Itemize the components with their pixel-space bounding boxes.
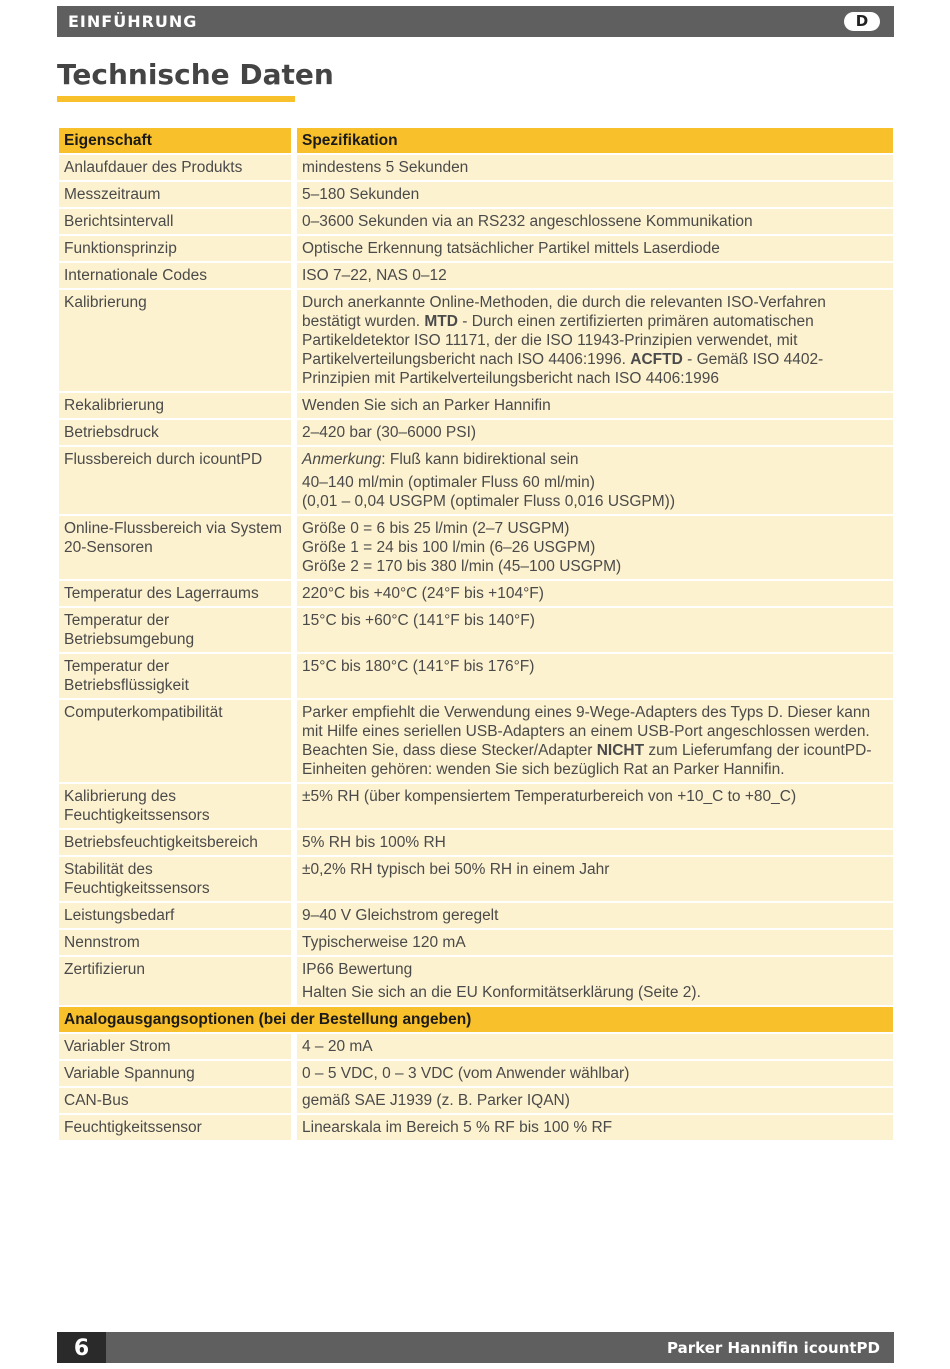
- row-label: Anlaufdauer des Produkts: [59, 155, 297, 180]
- row-label: Zertifizierun: [59, 957, 297, 1005]
- row-value: 220°C bis +40°C (24°F bis +104°F): [297, 581, 893, 606]
- table-row-fluss: [59, 447, 893, 514]
- row-value: 0–3600 Sekunden via an RS232 angeschlossene Kommunikation: [297, 209, 893, 234]
- row-value: ±5% RH (über kompensiertem Temperaturbereich von +10_C to +80_C): [297, 784, 893, 828]
- row-value: 9–40 V Gleichstrom geregelt: [297, 903, 893, 928]
- row-value: mindestens 5 Sekunden: [297, 155, 893, 180]
- table-row: [59, 182, 893, 207]
- row-label: Online-Flussbereich via System 20-Sensoren: [59, 516, 297, 579]
- text-segment: Parker empfiehlt die Verwendung eines 9-Wege-Adapters des Typs D. Dieser kann mit Hilfe eines seriellen USB-Adapters an einem USB-Port angeschlossen werden. Beachten Sie, dass diese Stecker/Adapter: [302, 704, 871, 759]
- row-value: Typischerweise 120 mA: [297, 930, 893, 955]
- value-line: Größe 1 = 24 bis 100 l/min (6–26 USGPM): [302, 539, 596, 556]
- row-label: Betriebsdruck: [59, 420, 297, 445]
- row-label: Computerkompatibilität: [59, 700, 297, 782]
- row-value: [297, 447, 893, 514]
- table-row: [59, 830, 893, 855]
- footer-brand: Parker Hannifin icountPD: [667, 1339, 880, 1357]
- note-line: [302, 451, 579, 468]
- header-bar: [57, 6, 894, 37]
- table-row-online: [59, 516, 893, 579]
- section-header-row: [59, 1007, 893, 1032]
- text-segment: - Durch einen zertifizierten primären automatischen Partikeldetektor ISO 11171, der die ISO 11943-Prinzipien verwendet, mit Partikelverteilungsbericht nach ISO 4406:1996.: [302, 313, 814, 368]
- row-value: 5% RH bis 100% RH: [297, 830, 893, 855]
- row-label: Leistungsbedarf: [59, 903, 297, 928]
- table-row-computer: [59, 700, 893, 782]
- header-specification: Spezifikation: [297, 128, 893, 153]
- row-value: 0 – 5 VDC, 0 – 3 VDC (vom Anwender wählbar): [297, 1061, 893, 1086]
- section-header: Analogausgangsoptionen (bei der Bestellung angeben): [59, 1007, 893, 1032]
- row-value: ISO 7–22, NAS 0–12: [297, 263, 893, 288]
- row-label: Berichtsintervall: [59, 209, 297, 234]
- text-segment: - Gemäß ISO 4402-Prinzipien mit Partikelverteilungsbericht nach ISO 4406:1996: [302, 351, 824, 387]
- table-row: [59, 263, 893, 288]
- table-row: [59, 581, 893, 606]
- table-row: [59, 393, 893, 418]
- row-label: Rekalibrierung: [59, 393, 297, 418]
- row-value: 15°C bis +60°C (141°F bis 140°F): [297, 608, 893, 652]
- page-title: Technische Daten: [57, 58, 334, 91]
- row-value: Linearskala im Bereich 5 % RF bis 100 % RF: [297, 1115, 893, 1140]
- row-value: [297, 700, 893, 782]
- row-label: Feuchtigkeitssensor: [59, 1115, 297, 1140]
- header-property: Eigenschaft: [59, 128, 297, 153]
- row-value: 5–180 Sekunden: [297, 182, 893, 207]
- row-value: [297, 290, 893, 391]
- row-value: [297, 516, 893, 579]
- table-row: [59, 903, 893, 928]
- table-row: [59, 420, 893, 445]
- row-label: Stabilität des Feuchtigkeitssensors: [59, 857, 297, 901]
- table-row: [59, 236, 893, 261]
- row-label: Flussbereich durch icountPD: [59, 447, 297, 514]
- value-line: 40–140 ml/min (optimaler Fluss 60 ml/min): [302, 474, 595, 491]
- value-line: (0,01 – 0,04 USGPM (optimaler Fluss 0,016 USGPM)): [302, 493, 675, 510]
- row-value: ±0,2% RH typisch bei 50% RH in einem Jahr: [297, 857, 893, 901]
- footer-bar: [57, 1332, 894, 1363]
- row-value: 4 – 20 mA: [297, 1034, 893, 1059]
- value-line: Größe 2 = 170 bis 380 l/min (45–100 USGPM): [302, 558, 622, 575]
- value-line: IP66 Bewertung: [302, 961, 413, 978]
- row-label: Variabler Strom: [59, 1034, 297, 1059]
- table-header-row: [59, 128, 893, 153]
- table-row: [59, 155, 893, 180]
- bold-term: NICHT: [596, 742, 645, 759]
- row-label: CAN-Bus: [59, 1088, 297, 1113]
- row-label: Temperatur der Betriebsflüssigkeit: [59, 654, 297, 698]
- value-line: Größe 0 = 6 bis 25 l/min (2–7 USGPM): [302, 520, 570, 537]
- row-label: Funktionsprinzip: [59, 236, 297, 261]
- row-value: 15°C bis 180°C (141°F bis 176°F): [297, 654, 893, 698]
- bold-term: MTD: [424, 313, 458, 330]
- row-label: Kalibrierung: [59, 290, 297, 391]
- table-row: [59, 1061, 893, 1086]
- table-row: [59, 209, 893, 234]
- title-underline: [57, 96, 295, 102]
- table-row: [59, 608, 893, 652]
- row-label: Messzeitraum: [59, 182, 297, 207]
- row-label: Temperatur des Lagerraums: [59, 581, 297, 606]
- row-value: [297, 957, 893, 1005]
- row-label: Betriebsfeuchtigkeitsbereich: [59, 830, 297, 855]
- row-value: 2–420 bar (30–6000 PSI): [297, 420, 893, 445]
- table-row: [59, 1115, 893, 1140]
- bold-term: ACFTD: [630, 351, 683, 368]
- table-row: [59, 857, 893, 901]
- text-segment: Durch anerkannte Online-Methoden, die durch die relevanten ISO-Verfahren bestätigt wurden.: [302, 294, 826, 330]
- table-row: [59, 784, 893, 828]
- page-number: 6: [57, 1332, 106, 1363]
- text-segment: zum Lieferumfang der icountPD-Einheiten gehören: wenden Sie sich bezüglich Rat an Parker Hannifin.: [302, 742, 872, 778]
- row-value: gemäß SAE J1939 (z. B. Parker IQAN): [297, 1088, 893, 1113]
- table-row-kalibrierung: [59, 290, 893, 391]
- row-label: Kalibrierung des Feuchtigkeitssensors: [59, 784, 297, 828]
- table-row-zertifizierung: [59, 957, 893, 1005]
- table-row: [59, 654, 893, 698]
- note-label: Anmerkung: [302, 451, 382, 468]
- language-badge: D: [844, 12, 880, 31]
- row-label: Temperatur der Betriebsumgebung: [59, 608, 297, 652]
- row-label: Variable Spannung: [59, 1061, 297, 1086]
- table-row: [59, 1034, 893, 1059]
- row-value: Optische Erkennung tatsächlicher Partikel mittels Laserdiode: [297, 236, 893, 261]
- table-row: [59, 930, 893, 955]
- spec-table: [59, 126, 893, 1142]
- row-label: Nennstrom: [59, 930, 297, 955]
- section-title: EINFÜHRUNG: [68, 12, 198, 31]
- value-line: Halten Sie sich an die EU Konformitätserklärung (Seite 2).: [302, 984, 701, 1001]
- row-value: Wenden Sie sich an Parker Hannifin: [297, 393, 893, 418]
- note-text: : Fluß kann bidirektional sein: [381, 451, 579, 468]
- row-label: Internationale Codes: [59, 263, 297, 288]
- table-row: [59, 1088, 893, 1113]
